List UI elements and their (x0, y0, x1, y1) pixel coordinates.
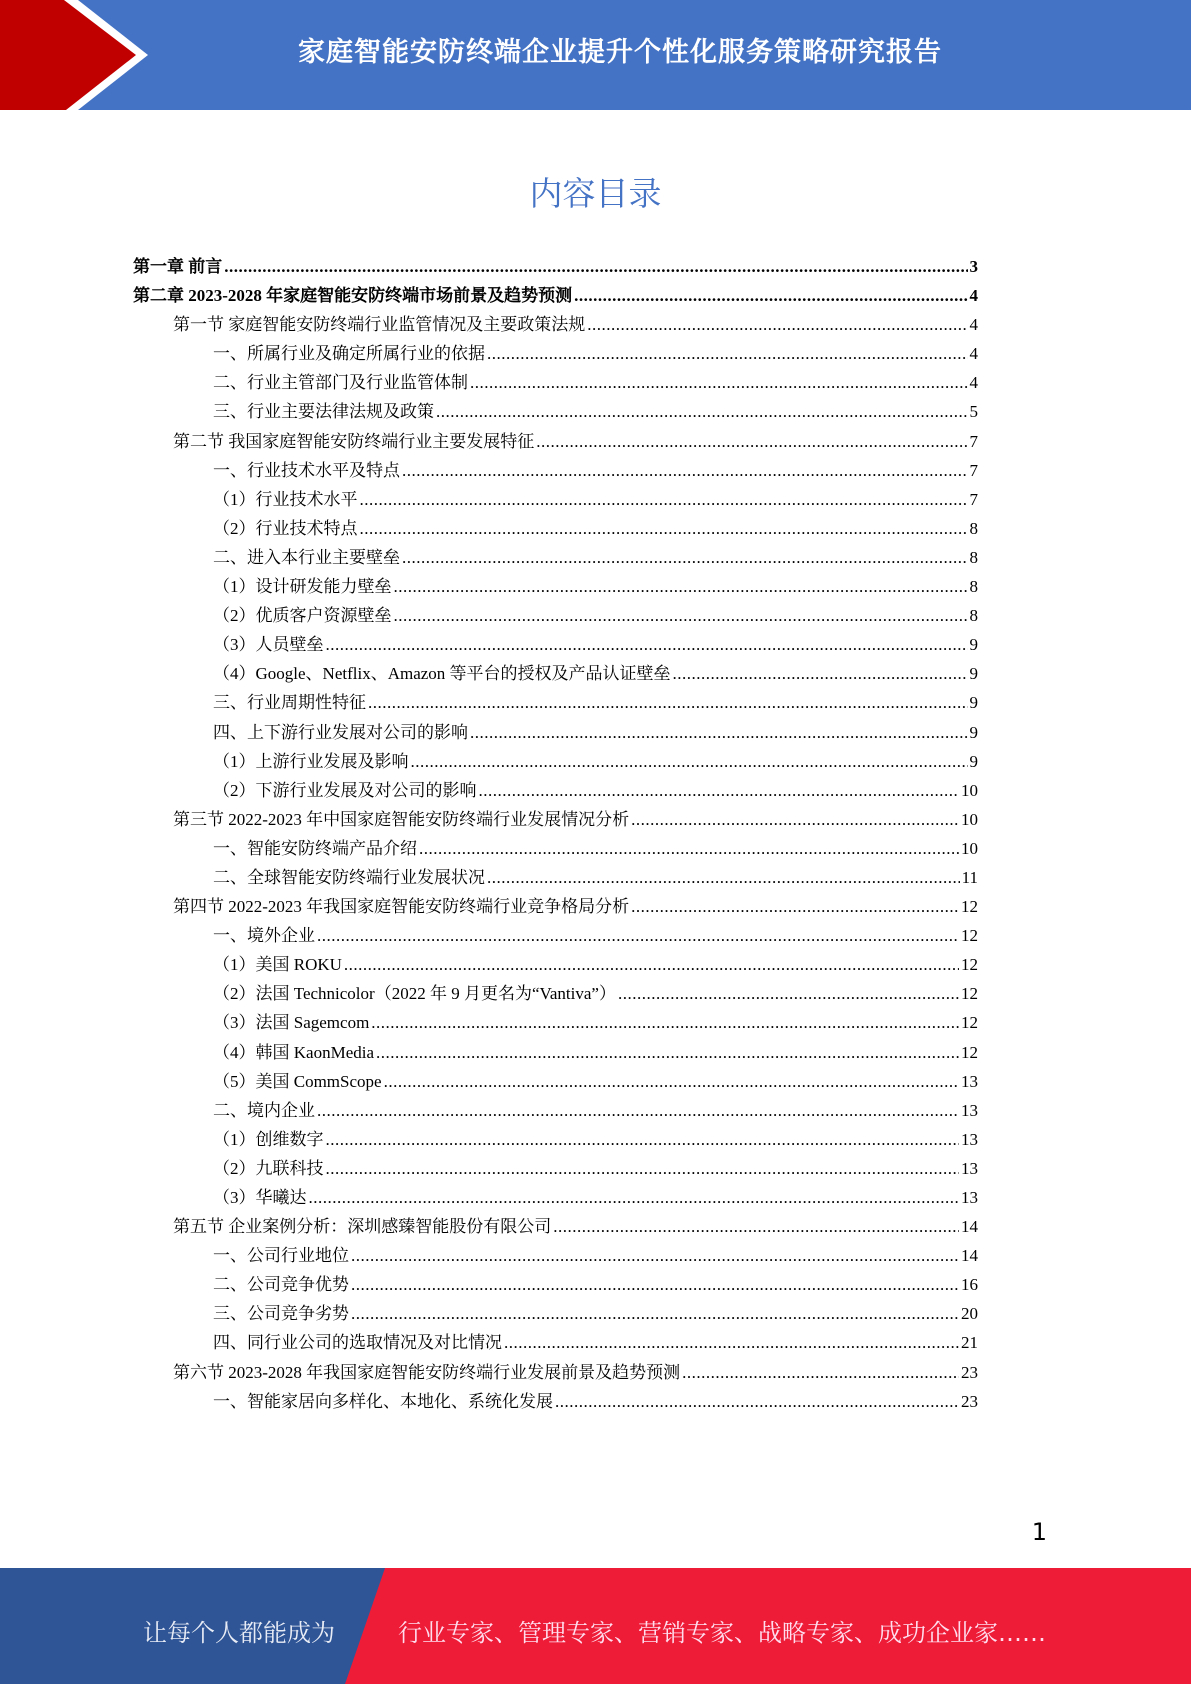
toc-entry-title: 一、智能安防终端产品介绍 (213, 838, 417, 858)
toc-entry-title: 一、智能家居向多样化、本地化、系统化发展 (213, 1391, 553, 1411)
toc-entry-page: 13 (961, 1129, 978, 1149)
toc-entry-page: 12 (961, 984, 978, 1004)
dot-leader (394, 606, 968, 626)
dot-leader (470, 723, 968, 743)
toc-entry-title: （2）行业技术特点 (213, 518, 358, 538)
toc-entry[interactable] (133, 456, 978, 485)
toc-entry[interactable] (133, 863, 978, 892)
toc-entry-title: （1）行业技术水平 (213, 489, 358, 509)
toc-entry-page: 7 (969, 431, 978, 451)
toc-entry-title: 二、行业主管部门及行业监管体制 (213, 373, 468, 393)
toc-entry-title: （1）创维数字 (213, 1129, 324, 1149)
dot-leader (504, 1333, 959, 1353)
toc-entry-page: 4 (969, 373, 978, 393)
toc-entry-page: 11 (961, 867, 978, 887)
dot-leader (419, 839, 959, 859)
toc-entry-title: 一、行业技术水平及特点 (213, 460, 400, 480)
toc-entry-page: 9 (969, 722, 978, 742)
toc-entry[interactable] (133, 1241, 978, 1270)
toc-entry-page: 7 (969, 460, 978, 480)
toc-entry[interactable] (133, 921, 978, 950)
toc-entry-title: 一、公司行业地位 (213, 1246, 349, 1266)
toc-entry[interactable] (133, 834, 978, 863)
toc-entry[interactable] (133, 1008, 978, 1037)
toc-entry-page: 9 (969, 751, 978, 771)
dot-leader (470, 373, 968, 393)
toc-entry-title: （5）美国 CommScope (213, 1071, 382, 1091)
dot-leader (317, 1101, 959, 1121)
footer-slogan-right: 行业专家、管理专家、营销专家、战略专家、成功企业家…… (398, 1619, 1046, 1647)
dot-leader (309, 1188, 960, 1208)
toc-entry-title: （4）Google、Netflix、Amazon 等平台的授权及产品认证壁垒 (213, 664, 671, 684)
toc-entry-page: 4 (969, 344, 978, 364)
toc-entry-title: 第二节 我国家庭智能安防终端行业主要发展特征 (173, 431, 535, 451)
toc-entry-title: （3）人员壁垒 (213, 635, 324, 655)
toc-entry-page: 3 (969, 257, 978, 276)
toc-entry-title: （3）华曦达 (213, 1188, 307, 1207)
toc-entry-page: 23 (961, 1391, 978, 1411)
toc-entry[interactable] (133, 543, 978, 572)
toc-entry[interactable] (133, 805, 978, 834)
arrow-logo-icon (0, 0, 260, 110)
toc-entry[interactable] (133, 659, 978, 688)
toc-entry-page: 13 (961, 1188, 978, 1207)
toc-entry-title: 第六节 2023-2028 年我国家庭智能安防终端行业发展前景及趋势预测 (173, 1362, 681, 1382)
dot-leader (402, 548, 968, 568)
toc-heading: 内容目录 (529, 174, 662, 213)
toc-entry[interactable] (133, 397, 978, 426)
toc-entry[interactable] (133, 892, 978, 921)
toc-entry-page: 10 (961, 838, 978, 858)
page-number: 1 (1031, 1518, 1047, 1546)
toc-entry-title: 三、行业主要法律法规及政策 (213, 402, 434, 422)
toc-entry[interactable] (133, 979, 978, 1008)
toc-entry[interactable] (133, 950, 978, 979)
toc-entry-title: （1）美国 ROKU (213, 955, 342, 975)
toc-entry[interactable] (133, 688, 978, 717)
toc-entry-title: （2）下游行业发展及对公司的影响 (213, 780, 477, 800)
dot-leader (351, 1304, 959, 1324)
toc-entry-title: （1）上游行业发展及影响 (213, 751, 409, 771)
toc-entry-title: （3）法国 Sagemcom (213, 1013, 370, 1033)
dot-leader (376, 1043, 959, 1063)
toc-entry-page: 8 (969, 577, 978, 597)
toc-entry[interactable] (133, 1183, 978, 1212)
toc-entry-page: 12 (961, 897, 978, 917)
dot-leader (673, 664, 968, 684)
dot-leader (487, 868, 960, 888)
dot-leader (317, 926, 959, 946)
toc-entry-page: 8 (969, 547, 978, 567)
toc-entry-page: 10 (961, 780, 978, 800)
toc-entry[interactable] (133, 1096, 978, 1125)
dot-leader (371, 1013, 959, 1033)
toc-entry-title: 第四节 2022-2023 年我国家庭智能安防终端行业竞争格局分析 (173, 897, 630, 917)
toc-entry[interactable] (133, 368, 978, 397)
toc-entry-title: 三、公司竞争劣势 (213, 1304, 349, 1324)
dot-leader (631, 897, 959, 917)
dot-leader (368, 693, 968, 713)
dot-leader (682, 1363, 959, 1383)
dot-leader (574, 286, 967, 306)
toc-entry-title: 四、上下游行业发展对公司的影响 (213, 722, 468, 742)
toc-entry[interactable] (133, 1358, 978, 1387)
toc-entry-title: 四、同行业公司的选取情况及对比情况 (213, 1333, 502, 1353)
toc-entry[interactable] (133, 485, 978, 514)
toc-entry-title: 第二章 2023-2028 年家庭智能安防终端市场前景及趋势预测 (133, 286, 573, 306)
toc-entry-page: 12 (961, 1013, 978, 1033)
toc-entry-title: （2）九联科技 (213, 1158, 324, 1178)
toc-entry[interactable] (133, 572, 978, 601)
toc-entry-page: 23 (961, 1362, 978, 1382)
dot-leader (394, 577, 968, 597)
toc-entry-title: 第三节 2022-2023 年中国家庭智能安防终端行业发展情况分析 (173, 809, 630, 829)
toc-entry[interactable] (133, 718, 978, 747)
toc-entry-page: 14 (961, 1246, 978, 1266)
toc-entry-page: 12 (961, 955, 978, 975)
toc-entry-page: 8 (969, 606, 978, 626)
dot-leader (587, 315, 967, 335)
toc-entry-page: 9 (969, 664, 978, 684)
toc-entry-page: 4 (969, 286, 978, 306)
toc-entry-page: 13 (961, 1071, 978, 1091)
toc-entry-title: 第一节 家庭智能安防终端行业监管情况及主要政策法规 (173, 315, 586, 335)
dot-leader (351, 1275, 959, 1295)
toc-entry-title: 二、境内企业 (213, 1100, 315, 1120)
toc-entry-page: 13 (961, 1100, 978, 1120)
dot-leader (351, 1246, 959, 1266)
toc-entry-page: 21 (961, 1333, 978, 1353)
toc-entry[interactable] (133, 1154, 978, 1183)
dot-leader (344, 955, 959, 975)
toc-entry-title: 第五节 企业案例分析：深圳感臻智能股份有限公司 (173, 1217, 552, 1237)
toc-entry-title: 二、进入本行业主要壁垒 (213, 547, 400, 567)
toc-entry-title: 二、公司竞争优势 (213, 1275, 349, 1295)
toc-entry-page: 7 (969, 489, 978, 509)
toc-entry-title: 一、所属行业及确定所属行业的依据 (213, 344, 485, 364)
toc-entry-title: 一、境外企业 (213, 926, 315, 946)
toc-entry-title: 二、全球智能安防终端行业发展状况 (213, 867, 485, 887)
toc-entry-page: 12 (961, 1042, 978, 1062)
toc-entry[interactable] (133, 1270, 978, 1299)
dot-leader (360, 519, 968, 539)
toc-entry[interactable] (133, 339, 978, 368)
toc-entry[interactable] (133, 630, 978, 659)
dot-leader (436, 402, 968, 422)
toc-entry-page: 4 (969, 315, 978, 335)
toc-entry-page: 16 (961, 1275, 978, 1295)
toc-entry[interactable] (133, 601, 978, 630)
report-title: 家庭智能安防终端企业提升个性化服务策略研究报告 (298, 37, 942, 68)
toc-entry[interactable] (133, 1212, 978, 1241)
toc-entry-page: 5 (969, 402, 978, 422)
toc-entry[interactable] (133, 1299, 978, 1328)
dot-leader (384, 1072, 959, 1092)
toc-entry-page: 10 (961, 809, 978, 829)
toc-entry-page: 9 (969, 635, 978, 655)
dot-leader (326, 1159, 960, 1179)
dot-leader (224, 257, 967, 277)
toc-entry[interactable] (133, 1038, 978, 1067)
toc-entry[interactable] (133, 281, 978, 310)
dot-leader (555, 1392, 959, 1412)
dot-leader (360, 490, 968, 510)
toc-entry[interactable] (133, 747, 978, 776)
footer-slogan-left: 让每个人都能成为 (143, 1619, 335, 1647)
dot-leader (487, 344, 968, 364)
toc-entry-page: 9 (969, 693, 978, 713)
toc-entry-title: （2）优质客户资源壁垒 (213, 606, 392, 626)
table-of-contents (133, 252, 978, 1416)
dot-leader (326, 1130, 960, 1150)
dot-leader (536, 432, 967, 452)
dot-leader (553, 1217, 959, 1237)
toc-entry-title: （2）法国 Technicolor（2022 年 9 月更名为“Vantiva”） (213, 984, 616, 1004)
toc-entry[interactable] (133, 1387, 978, 1416)
toc-entry-page: 13 (961, 1158, 978, 1178)
toc-entry-page: 8 (969, 518, 978, 538)
toc-entry-title: （4）韩国 KaonMedia (213, 1042, 375, 1062)
dot-leader (326, 635, 968, 655)
toc-entry[interactable] (133, 427, 978, 456)
toc-entry-title: （1）设计研发能力壁垒 (213, 577, 392, 597)
dot-leader (411, 752, 968, 772)
page-header (0, 0, 1191, 110)
toc-entry-page: 20 (961, 1304, 978, 1324)
dot-leader (402, 461, 968, 481)
toc-entry[interactable] (133, 776, 978, 805)
dot-leader (631, 810, 959, 830)
toc-entry[interactable] (133, 252, 978, 281)
toc-entry-title: 第一章 前言 (133, 257, 223, 276)
toc-entry[interactable] (133, 1125, 978, 1154)
toc-entry-page: 14 (961, 1217, 978, 1237)
dot-leader (479, 781, 960, 801)
toc-entry[interactable] (133, 1328, 978, 1357)
toc-entry[interactable] (133, 514, 978, 543)
toc-entry[interactable] (133, 310, 978, 339)
toc-entry-page: 12 (961, 926, 978, 946)
toc-entry-title: 三、行业周期性特征 (213, 693, 366, 713)
toc-entry[interactable] (133, 1067, 978, 1096)
dot-leader (618, 984, 959, 1004)
